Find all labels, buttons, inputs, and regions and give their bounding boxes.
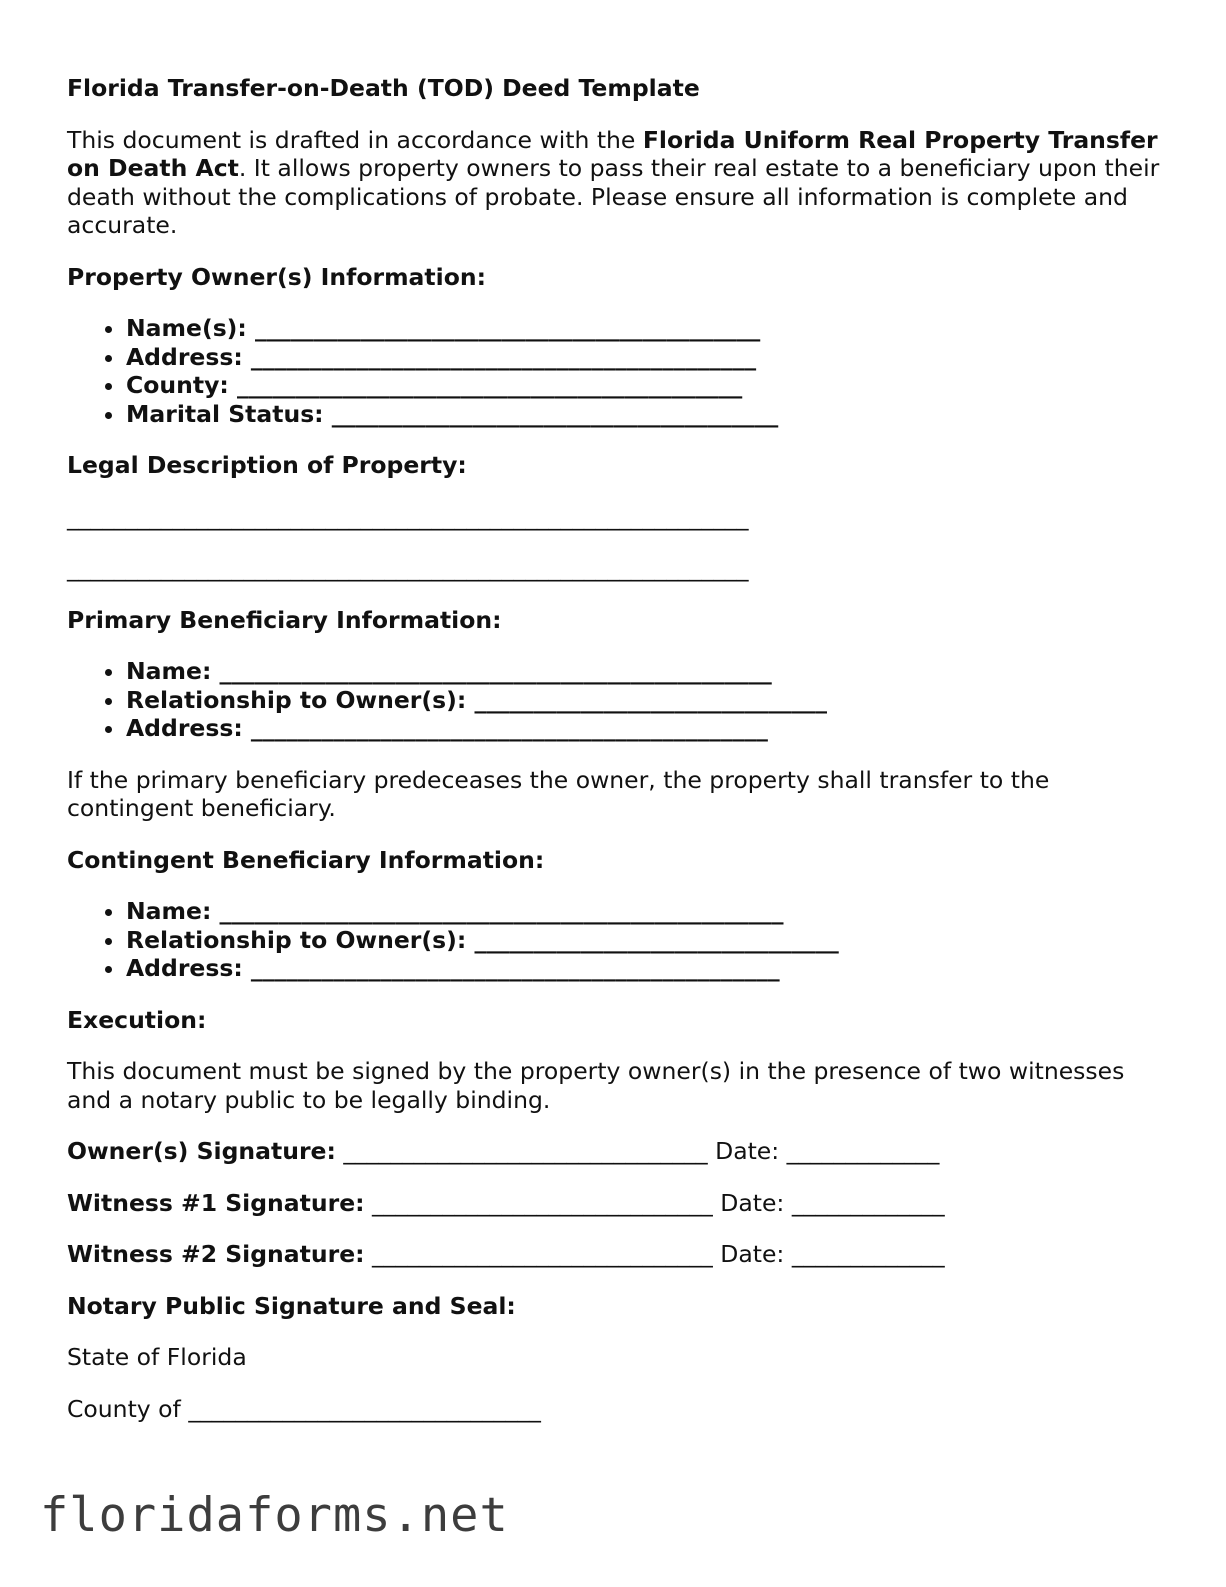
- fill-blank[interactable]: _______________________________________________: [219, 657, 772, 685]
- primary-relationship-field[interactable]: [126, 686, 1167, 715]
- fill-blank[interactable]: ___________________________________________: [250, 342, 757, 371]
- contingent-fields-list: [67, 897, 1167, 983]
- field-label: Relationship to Owner(s):: [126, 685, 467, 714]
- witness-1-date-blank[interactable]: _____________: [791, 1188, 945, 1217]
- fill-blank[interactable]: _____________________________________________: [250, 954, 780, 982]
- owner-section-heading: Property Owner(s) Information:: [67, 262, 486, 291]
- field-label: Name:: [126, 657, 212, 685]
- field-label: Name:: [126, 897, 212, 925]
- notary-county-blank[interactable]: ______________________________: [188, 1394, 541, 1423]
- fill-blank[interactable]: ________________________________________________: [219, 897, 784, 925]
- contingent-name-field[interactable]: [126, 897, 1167, 926]
- owner-marital-status-field[interactable]: [126, 400, 1167, 429]
- primary-name-field[interactable]: [126, 657, 1167, 686]
- act-name: Florida Uniform Real Property Transfer on Death Act: [67, 125, 1158, 182]
- notary-county-label: County of: [67, 1394, 181, 1423]
- witness-1-signature-label: Witness #1 Signature:: [67, 1188, 365, 1217]
- date-label: Date:: [720, 1240, 785, 1268]
- field-label: Address:: [126, 342, 243, 371]
- document-page: [67, 74, 1167, 1446]
- watermark-logo: floridaforms.net: [40, 1488, 509, 1543]
- date-label: Date:: [715, 1137, 780, 1165]
- primary-section-heading: Primary Beneficiary Information:: [67, 605, 502, 634]
- owner-county-field[interactable]: [126, 371, 1167, 400]
- witness-2-date-blank[interactable]: _____________: [791, 1240, 945, 1268]
- primary-address-field[interactable]: [126, 714, 1167, 743]
- field-label: Relationship to Owner(s):: [126, 925, 467, 954]
- owner-signature-row: [67, 1137, 1167, 1166]
- execution-heading: Execution:: [67, 1005, 207, 1034]
- intro-paragraph: [67, 126, 1167, 240]
- owner-signature-label: Owner(s) Signature:: [67, 1137, 336, 1165]
- witness-2-signature-blank[interactable]: _____________________________: [372, 1240, 713, 1268]
- execution-text: This document must be signed by the property owner(s) in the presence of two witnesses and a notary public to be legally binding.: [67, 1057, 1125, 1114]
- owner-fields-list: [67, 314, 1167, 428]
- witness-2-signature-row: [67, 1240, 1167, 1269]
- field-label: County:: [126, 371, 229, 399]
- date-label: Date:: [720, 1188, 785, 1217]
- owner-name-field[interactable]: [126, 314, 1167, 343]
- intro-suffix: . It allows property owners to pass their real estate to a beneficiary upon their death without the complications of probate. Please ensure all information is complete and accurate.: [67, 154, 1160, 239]
- notary-state: State of Florida: [67, 1343, 247, 1371]
- field-label: Marital Status:: [126, 399, 324, 428]
- owner-address-field[interactable]: [126, 343, 1167, 372]
- legal-description-line-1[interactable]: __________________________________________________________: [67, 502, 749, 531]
- field-label: Address:: [126, 714, 243, 742]
- primary-fields-list: [67, 657, 1167, 743]
- fill-blank[interactable]: ______________________________: [474, 685, 827, 714]
- fill-blank[interactable]: ___________________________________________: [237, 371, 743, 399]
- contingent-relationship-field[interactable]: [126, 926, 1167, 955]
- contingency-note: If the primary beneficiary predeceases the owner, the property shall transfer to the contingent beneficiary.: [67, 765, 1050, 822]
- witness-1-signature-row: [67, 1189, 1167, 1218]
- fill-blank[interactable]: _______________________________: [474, 925, 839, 954]
- fill-blank[interactable]: ____________________________________________: [250, 714, 768, 742]
- contingent-address-field[interactable]: [126, 954, 1167, 983]
- notary-heading: Notary Public Signature and Seal:: [67, 1291, 516, 1320]
- owner-signature-blank[interactable]: _______________________________: [343, 1137, 708, 1165]
- field-label: Address:: [126, 954, 243, 982]
- notary-county-row: [67, 1395, 1167, 1424]
- witness-1-signature-blank[interactable]: _____________________________: [372, 1188, 713, 1217]
- fill-blank[interactable]: ___________________________________________: [255, 314, 761, 342]
- field-label: Name(s):: [126, 314, 247, 342]
- fill-blank[interactable]: ______________________________________: [331, 399, 779, 428]
- intro-prefix: This document is drafted in accordance with the: [67, 125, 643, 154]
- contingent-section-heading: Contingent Beneficiary Information:: [67, 845, 545, 874]
- legal-section-heading: Legal Description of Property:: [67, 451, 467, 479]
- document-title: Florida Transfer-on-Death (TOD) Deed Template: [67, 74, 700, 102]
- owner-date-blank[interactable]: _____________: [786, 1137, 940, 1165]
- legal-description-line-2[interactable]: __________________________________________________________: [67, 554, 749, 582]
- witness-2-signature-label: Witness #2 Signature:: [67, 1240, 365, 1268]
